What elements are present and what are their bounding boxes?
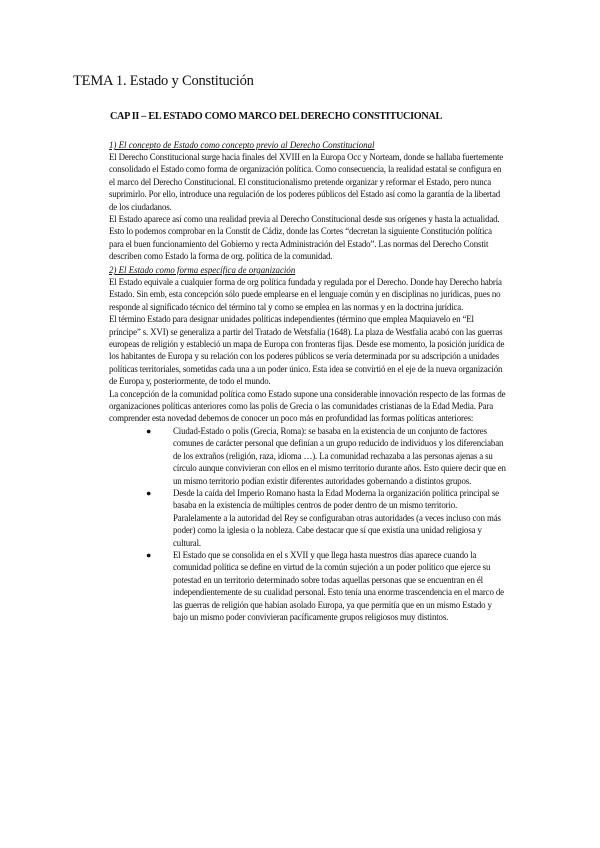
section-estado-organizacion (109, 264, 507, 623)
paragraph: La concepción de la comunidad política como Estado supone una considerable innovación respecto de las formas de organizaciones políticas anteriores como las polis de Grecia o las comunidades cristianas de la Edad Media. Para comprender esta novedad debemos de conocer un poco más en profundidad las formas políticas anteriores: (109, 388, 506, 424)
list-item-text: El Estado que se consolida en el s XVII y que llega hasta nuestros días aparece cuando la comunidad política se define en virtud de la común sujeción a un poder político que ejerce su potestad en un territorio determinado sobre todas aquellas personas que se encuentran en él independientemente de su cualidad personal. Esto tenía una enorme trascendencia en el marco de las guerras de religión que habían asolado Europa, ya que permitía que en un mismo Estado y bajo un mismo poder convivieran pacíficamente grupos religiosos muy distintos. (173, 549, 504, 622)
section-concepto-estado (109, 139, 507, 263)
document-title: TEMA 1. Estado y Constitución (73, 73, 254, 89)
paragraph: El término Estado para designar unidades políticas independientes (término que emplea Maquiavelo en “El príncipe” s. XVI) se generaliza a partir del Tratado de Wetsfalia (1648). La plaza de Westfalia acabó con las guerras europeas de religión y estableció un mapa de Europa con fronteras fijas. Desde ese momento, la posición jurídica de los habitantes de Europa y su relación con los poderes públicos se vería determinada por su adscripción a unidades políticas territoriales, sometidas cada una a un poder único. Esta idea se convirtió en el eje de la nueva organización de Europa y, posteriormente, de todo el mundo. (109, 314, 505, 387)
bullet-icon: ● (146, 425, 152, 436)
paragraph: El Estado equivale a cualquier forma de org política fundada y regulada por el Derecho. Donde hay Derecho habría Estado. Sin emb, esta concepción sólo puede emplearse en el lenguaje común y en disciplinas no jurídicas, pues no responde al significado técnico del término tal y como se emplea en las normas y en la doctrina jurídica. (109, 277, 502, 312)
section-heading: 1) El concepto de Estado como concepto previo al Derecho Constitucional (109, 140, 375, 150)
list-item (109, 487, 507, 549)
paragraph: El Derecho Constitucional surge hacia finales del XVIII en la Europa Occ y Norteam, donde se hallaba fuertemente consolidado el Estado como forma de organización política. Como consecuencia, la realidad estatal se configura en el marco del Derecho Constitucional. El constitucionalismo pretende organizar y reformar el Estado, pero nunca suprimirlo. Por ello, introduce una regulación de los poderes públicos del Estado así como la garantía de la libertad de los ciudadanos. (109, 152, 504, 212)
bullet-icon: ● (146, 487, 152, 498)
paragraph: El Estado aparece así como una realidad previa al Derecho Constitucional desde sus orígenes y hasta la actualidad. Esto lo podemos comprobar en la Constit de Cádiz, donde las Cortes “decretan la siguiente Constitución política para el buen funcionamiento del Gobierno y recta Administración del Estado”. Las normas del Derecho Constit describen como Estado la forma de org. política de la comunidad. (109, 214, 500, 262)
section-heading: 2) El Estado como forma específica de organización (109, 265, 296, 275)
list-item-text: Ciudad-Estado o polis (Grecia, Roma): se basaba en la existencia de un conjunto de factores comunes de carácter personal que definían a un grupo reducido de individuos y los diferenciaban de los extraños (religión, raza, idioma …). La comunidad rechazaba a las personas ajenas a su círculo aunque convivieran con ellos en el mismo territorio durante años. Esto quiere decir que en un mismo territorio podían existir diferentes autoridades gobernando a distintos grupos. (173, 425, 506, 486)
list-item (109, 549, 507, 623)
bullet-icon: ● (146, 549, 152, 560)
bullet-list (109, 425, 507, 624)
chapter-title: CAP II – EL ESTADO COMO MARCO DEL DERECHO CONSTITUCIONAL (110, 111, 442, 122)
list-item-text: Desde la caída del Imperio Romano hasta la Edad Moderna la organización política principal se basaba en la existencia de múltiples centros de poder dentro de un mismo territorio. Paralelamente a la autoridad del Rey se configuraban otras autoridades (a veces incluso con más poder) como la iglesia o la nobleza. Cabe destacar que sí que existía una unidad religiosa y cultural. (173, 487, 501, 548)
list-item (109, 425, 507, 487)
